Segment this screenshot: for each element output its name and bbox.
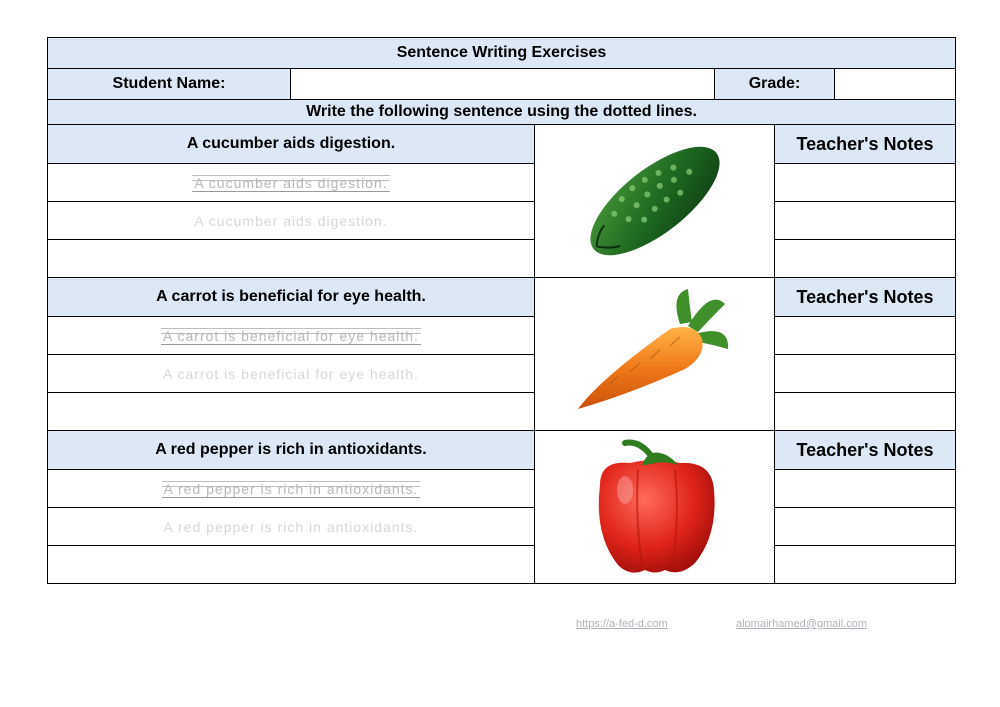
- trace-text: A carrot is beneficial for eye health.: [163, 327, 419, 344]
- red-pepper-image: [535, 431, 775, 584]
- student-name-label: Student Name:: [48, 69, 291, 100]
- notes-line[interactable]: [775, 164, 956, 202]
- trace-text: A red pepper is rich in antioxidants.: [163, 480, 419, 497]
- email-link[interactable]: alomairhamed@gmail.com: [736, 618, 867, 630]
- exercise-sentence: A red pepper is rich in antioxidants.: [48, 431, 535, 470]
- instruction: Write the following sentence using the dotted lines.: [48, 100, 956, 125]
- exercise-sentence: A cucumber aids digestion.: [48, 125, 535, 164]
- notes-line[interactable]: [775, 355, 956, 393]
- student-name-field[interactable]: [291, 69, 715, 100]
- trace-line-faint[interactable]: [48, 202, 535, 240]
- trace-text: A cucumber aids digestion.: [194, 212, 388, 229]
- trace-line-faint[interactable]: [48, 508, 535, 546]
- trace-text: A carrot is beneficial for eye health.: [163, 365, 419, 382]
- teachers-notes-heading: Teacher's Notes: [775, 278, 956, 317]
- notes-line[interactable]: [775, 393, 956, 431]
- grade-label: Grade:: [715, 69, 835, 100]
- teachers-notes-heading: Teacher's Notes: [775, 125, 956, 164]
- exercise-block: [48, 431, 956, 584]
- notes-line[interactable]: [775, 240, 956, 278]
- notes-line[interactable]: [775, 508, 956, 546]
- trace-line-ruled[interactable]: [48, 164, 535, 202]
- trace-line-ruled[interactable]: [48, 317, 535, 355]
- website-link[interactable]: https://a-fed-d.com: [576, 618, 668, 630]
- carrot-image: [535, 278, 775, 431]
- trace-line-ruled[interactable]: [48, 470, 535, 508]
- trace-text: A red pepper is rich in antioxidants.: [163, 518, 419, 535]
- notes-line[interactable]: [775, 317, 956, 355]
- notes-line[interactable]: [775, 546, 956, 584]
- exercise-sentence: A carrot is beneficial for eye health.: [48, 278, 535, 317]
- trace-line-faint[interactable]: [48, 355, 535, 393]
- cucumber-image: [535, 125, 775, 278]
- notes-line[interactable]: [775, 470, 956, 508]
- worksheet-table: [47, 37, 956, 584]
- writing-line[interactable]: [48, 240, 535, 278]
- exercise-block: [48, 125, 956, 278]
- notes-line[interactable]: [775, 202, 956, 240]
- grade-field[interactable]: [835, 69, 956, 100]
- teachers-notes-heading: Teacher's Notes: [775, 431, 956, 470]
- writing-line[interactable]: [48, 393, 535, 431]
- writing-line[interactable]: [48, 546, 535, 584]
- student-info-row: [48, 69, 956, 100]
- exercise-block: [48, 278, 956, 431]
- worksheet-title: Sentence Writing Exercises: [48, 38, 956, 69]
- trace-text: A cucumber aids digestion.: [194, 174, 388, 191]
